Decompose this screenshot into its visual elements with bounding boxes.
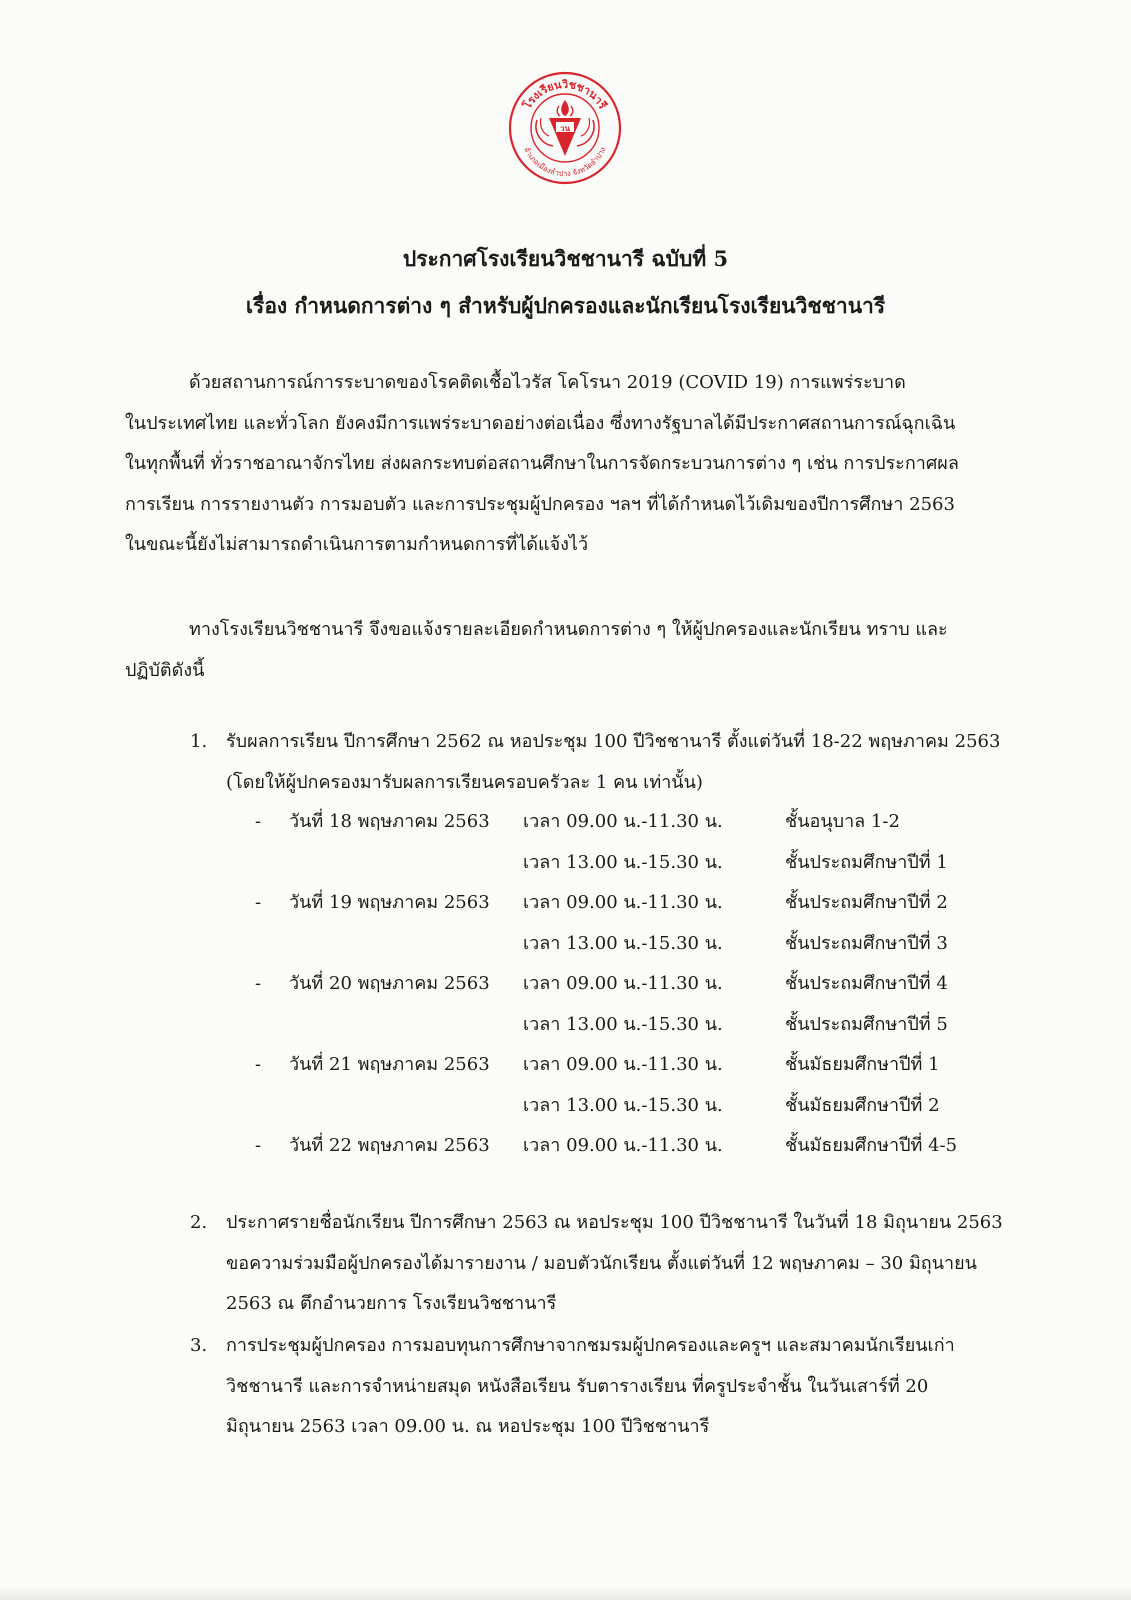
seal-text-top: โรงเรียนวิชชานารี	[520, 77, 610, 112]
scan-edge	[0, 1586, 1131, 1600]
row-grade: ชั้นประถมศึกษาปีที่ 2	[785, 892, 948, 913]
item-line: มิถุนายน 2563 เวลา 09.00 น. ณ หอประชุม 100 ปีวิชชานารี	[226, 1416, 710, 1437]
row-time: เวลา 09.00 น.-11.30 น.	[523, 1054, 723, 1075]
item-line: ขอความร่วมมือผู้ปกครองได้มารายงาน / มอบตัวนักเรียน ตั้งแต่วันที่ 12 พฤษภาคม – 30 มิถุนายน	[226, 1252, 977, 1274]
row-grade: ชั้นประถมศึกษาปีที่ 5	[785, 1013, 948, 1035]
row-date: วันที่ 20 พฤษภาคม 2563	[289, 973, 490, 994]
schedule-row	[255, 1086, 1015, 1127]
intro-line: ด้วยสถานการณ์การระบาดของโรคติดเชื้อไวรัส โคโรนา 2019 (COVID 19) การแพร่ระบาด	[189, 372, 906, 393]
row-time: เวลา 09.00 น.-11.30 น.	[523, 1135, 723, 1156]
notice-line: ปฏิบัติดังนี้	[125, 659, 205, 681]
schedule-row	[255, 883, 1015, 924]
notice-line: ทางโรงเรียนวิชชานารี จึงขอแจ้งรายละเอียดกำหนดการต่าง ๆ ให้ผู้ปกครองและนักเรียน ทราบ และ	[189, 619, 948, 640]
row-time: เวลา 13.00 น.-15.30 น.	[523, 932, 723, 954]
school-seal-logo	[507, 70, 623, 186]
item-line: (โดยให้ผู้ปกครองมารับผลการเรียนครอบครัวละ 1 คน เท่านั้น)	[226, 771, 703, 793]
item-number: 2.	[190, 1212, 208, 1233]
row-dash: -	[255, 811, 262, 832]
seal-text-bottom: อำเภอเมืองลำปาง จังหวัดลำปาง	[522, 145, 608, 179]
announcement-title: ประกาศโรงเรียนวิชชานารี ฉบับที่ 5	[402, 246, 729, 271]
item-number: 3.	[190, 1335, 208, 1356]
row-date: วันที่ 22 พฤษภาคม 2563	[289, 1135, 490, 1156]
row-dash: -	[255, 973, 262, 994]
schedule-row	[255, 1045, 1015, 1086]
row-time: เวลา 13.00 น.-15.30 น.	[523, 851, 723, 873]
schedule-row	[255, 802, 1015, 843]
row-time: เวลา 09.00 น.-11.30 น.	[523, 892, 723, 913]
item-line: รับผลการเรียน ปีการศึกษา 2562 ณ หอประชุม 100 ปีวิชชานารี ตั้งแต่วันที่ 18-22 พฤษภาคม 2563	[226, 731, 1001, 752]
row-grade: ชั้นอนุบาล 1-2	[785, 811, 900, 832]
row-grade: ชั้นมัธยมศึกษาปีที่ 4-5	[785, 1135, 958, 1156]
schedule-table	[255, 802, 1015, 1167]
row-dash: -	[255, 892, 262, 913]
schedule-row	[255, 1005, 1015, 1046]
item-line: วิชชานารี และการจำหน่ายสมุด หนังสือเรียน รับตารางเรียน ที่ครูประจำชั้น ในวันเสาร์ที่ 20	[226, 1375, 929, 1397]
row-dash: -	[255, 1054, 262, 1075]
item-number: 1.	[190, 731, 208, 752]
row-grade: ชั้นมัธยมศึกษาปีที่ 2	[785, 1094, 940, 1116]
seal-center-text: วน	[560, 124, 570, 133]
row-dash: -	[255, 1135, 262, 1156]
row-date: วันที่ 21 พฤษภาคม 2563	[289, 1054, 490, 1075]
row-grade: ชั้นประถมศึกษาปีที่ 1	[785, 851, 948, 873]
row-grade: ชั้นประถมศึกษาปีที่ 3	[785, 932, 948, 954]
intro-line: ในขณะนี้ยังไม่สามารถดำเนินการตามกำหนดการที่ได้แจ้งไว้	[125, 534, 589, 555]
intro-line: การเรียน การรายงานตัว การมอบตัว และการประชุมผู้ปกครอง ฯลฯ ที่ได้กำหนดไว้เดิมของปีการศึกษา 2563	[125, 493, 955, 515]
row-grade: ชั้นมัธยมศึกษาปีที่ 1	[785, 1054, 940, 1075]
item-line: 2563 ณ ตึกอำนวยการ โรงเรียนวิชชานารี	[226, 1293, 557, 1314]
intro-line: ในทุกพื้นที่ ทั่วราชอาณาจักรไทย ส่งผลกระทบต่อสถานศึกษาในการจัดกระบวนการต่าง ๆ เช่น การประกาศผล	[125, 453, 959, 474]
schedule-row	[255, 924, 1015, 965]
announcement-subject: เรื่อง กำหนดการต่าง ๆ สำหรับผู้ปกครองและนักเรียนโรงเรียนวิชชานารี	[245, 293, 886, 318]
notice-paragraph	[125, 610, 1005, 691]
row-time: เวลา 13.00 น.-15.30 น.	[523, 1094, 723, 1116]
item-line: การประชุมผู้ปกครอง การมอบทุนการศึกษาจากชมรมผู้ปกครองและครูฯ และสมาคมนักเรียนเก่า	[226, 1335, 955, 1356]
schedule-row	[255, 1126, 1015, 1167]
intro-paragraph	[125, 363, 1005, 566]
schedule-row	[255, 964, 1015, 1005]
row-time: เวลา 13.00 น.-15.30 น.	[523, 1013, 723, 1035]
intro-line: ในประเทศไทย และทั่วโลก ยังคงมีการแพร่ระบาดอย่างต่อเนื่อง ซึ่งทางรัฐบาลได้มีประกาศสถานการณ์ฉุกเฉิน	[125, 412, 956, 434]
row-grade: ชั้นประถมศึกษาปีที่ 4	[785, 973, 948, 994]
schedule-row	[255, 843, 1015, 884]
row-date: วันที่ 19 พฤษภาคม 2563	[289, 892, 490, 913]
row-time: เวลา 09.00 น.-11.30 น.	[523, 811, 723, 832]
row-date: วันที่ 18 พฤษภาคม 2563	[289, 811, 490, 832]
row-time: เวลา 09.00 น.-11.30 น.	[523, 973, 723, 994]
item-line: ประกาศรายชื่อนักเรียน ปีการศึกษา 2563 ณ หอประชุม 100 ปีวิชชานารี ในวันที่ 18 มิถุนายน 2563	[226, 1212, 1003, 1233]
